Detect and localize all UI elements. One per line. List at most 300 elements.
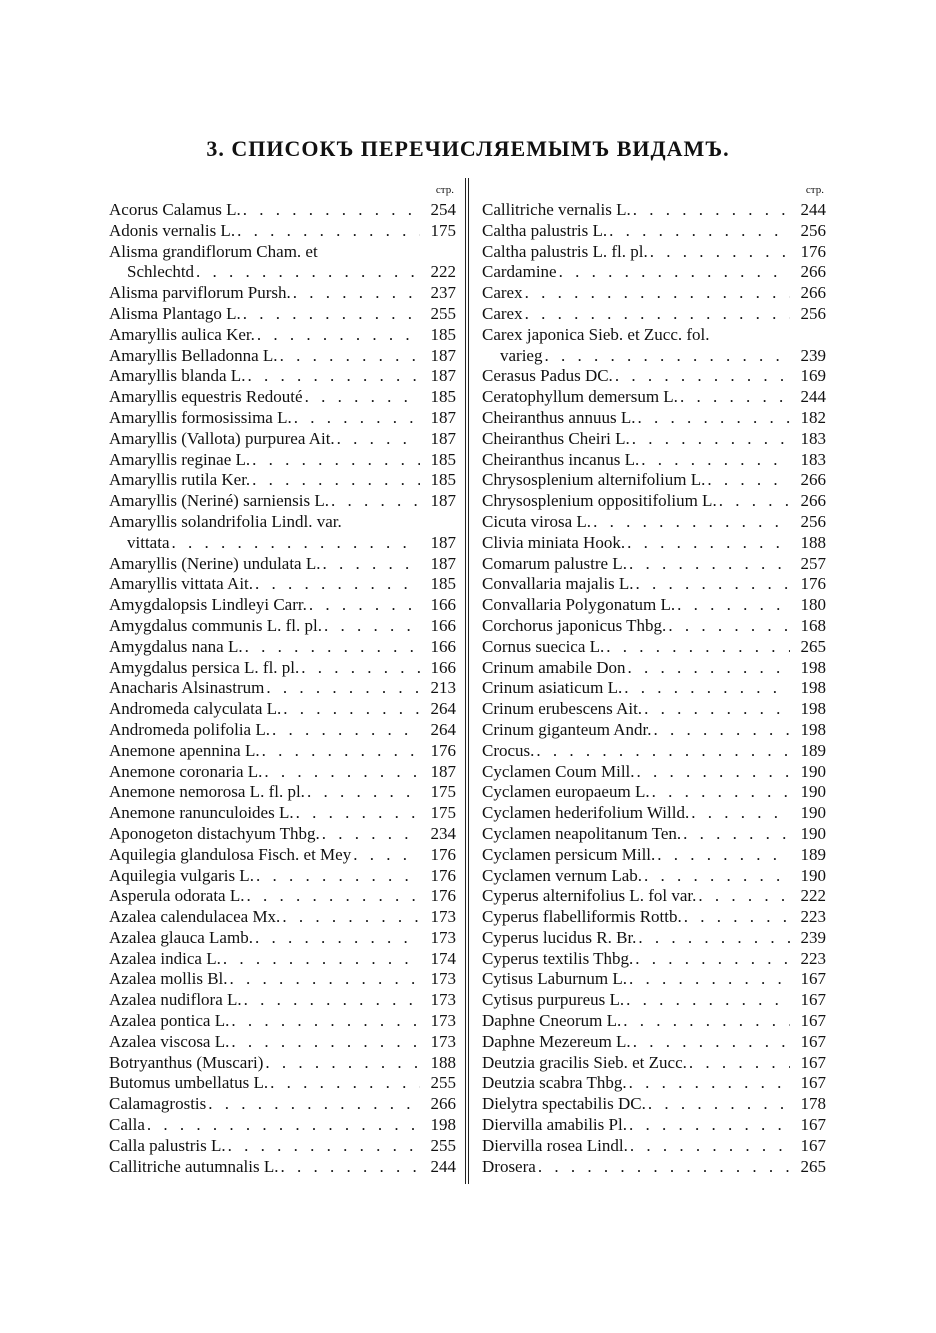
leader-dots	[523, 283, 790, 304]
index-entry	[482, 866, 826, 887]
leader-dots	[634, 574, 790, 595]
index-entry	[109, 990, 456, 1011]
page-number: 167	[800, 990, 826, 1010]
page-number: 188	[800, 532, 826, 552]
leader-dots	[636, 928, 790, 949]
index-entry	[482, 262, 826, 283]
page-number: 176	[430, 844, 456, 864]
leader-dots	[281, 699, 420, 720]
page-number: 255	[430, 1073, 456, 1093]
species-name: Carex	[482, 303, 523, 323]
page-number: 167	[800, 1115, 826, 1135]
index-entry	[482, 554, 826, 575]
index-entry	[109, 491, 456, 512]
page-number: 188	[430, 1052, 456, 1072]
page-number: 265	[800, 1156, 826, 1176]
index-list	[482, 200, 826, 1177]
index-entry	[109, 1157, 456, 1178]
species-name: Adonis vernalis L.	[109, 220, 236, 240]
leader-dots	[280, 907, 420, 928]
page-number: 244	[430, 1156, 456, 1176]
species-name: Cornus suecica L.	[482, 636, 605, 656]
species-name: Cheiranthus annuus L.	[482, 407, 636, 427]
leader-dots	[335, 429, 420, 450]
page-number: 173	[430, 1011, 456, 1031]
index-entry	[109, 616, 456, 637]
index-entry	[109, 262, 456, 283]
species-name: Amaryllis aulica Ker.	[109, 324, 255, 344]
page-title: 3. СПИСОКЪ ПЕРЕЧИСЛЯЕМЫМЪ ВИДАМЪ.	[206, 136, 730, 161]
index-entry	[482, 450, 826, 471]
leader-dots	[264, 678, 420, 699]
leader-dots	[254, 866, 420, 887]
leader-dots	[717, 491, 790, 512]
species-name: Cheiranthus incanus L.	[482, 449, 640, 469]
species-name: Acorus Calamus L.	[109, 200, 241, 219]
species-name: Asperula odorata L.	[109, 886, 245, 906]
index-entry	[109, 408, 456, 429]
species-name: Azalea nudiflora L.	[109, 990, 242, 1010]
species-name: Anemone apennina L.	[109, 740, 260, 760]
species-name: Cytisus purpureus L.	[482, 990, 625, 1010]
species-name: Amaryllis reginae L.	[109, 449, 251, 469]
leader-dots	[604, 637, 790, 658]
page-number: 189	[800, 740, 826, 760]
page-number: 187	[430, 428, 456, 448]
index-entry	[482, 1157, 826, 1178]
index-entry	[482, 1073, 826, 1094]
species-name: Callitriche autumnalis L.	[109, 1156, 279, 1176]
leader-dots	[627, 554, 790, 575]
leader-dots	[241, 304, 420, 325]
page-number: 176	[800, 574, 826, 594]
index-entry	[482, 283, 826, 304]
index-entry	[482, 969, 826, 990]
leader-dots	[635, 762, 790, 783]
index-entry	[482, 470, 826, 491]
leader-dots	[689, 803, 790, 824]
leader-dots	[268, 1073, 420, 1094]
page-number: 183	[800, 449, 826, 469]
leader-dots	[260, 741, 420, 762]
page-number: 185	[430, 449, 456, 469]
index-entry	[109, 637, 456, 658]
leader-dots	[329, 491, 420, 512]
species-name: Amaryllis formosissima L.	[109, 407, 292, 427]
page-number: 213	[430, 678, 456, 698]
species-name: Caltha palustris L.	[482, 220, 608, 240]
page-number: 166	[430, 595, 456, 615]
page-number: 190	[800, 782, 826, 802]
index-entry	[109, 1136, 456, 1157]
index-entry	[482, 242, 826, 263]
species-name: Cyclamen vernum Lab.	[482, 865, 643, 885]
species-name: Daphne Mezereum L.	[482, 1031, 631, 1051]
leader-dots	[253, 574, 420, 595]
leader-dots	[243, 637, 420, 658]
page-number: 175	[430, 803, 456, 823]
index-entry	[482, 595, 826, 616]
species-name: Chrysosplenium alternifolium L.	[482, 470, 706, 490]
species-name: Clivia miniata Hook.	[482, 532, 626, 552]
page-number: 182	[800, 407, 826, 427]
page-number: 239	[800, 345, 826, 365]
leader-dots	[627, 1115, 790, 1136]
page-number: 167	[800, 969, 826, 989]
index-entry	[482, 699, 826, 720]
page-number: 266	[800, 491, 826, 511]
leader-dots	[613, 366, 790, 387]
index-list	[109, 200, 456, 1177]
species-name: Cyclamen europaeum L.	[482, 782, 650, 802]
index-entry	[482, 304, 826, 325]
species-name: Azalea mollis Bl.	[109, 969, 228, 989]
index-entry	[482, 824, 826, 845]
index-entry	[482, 1136, 826, 1157]
page-number: 190	[800, 761, 826, 781]
leader-dots	[351, 845, 420, 866]
page-number: 187	[430, 761, 456, 781]
page-number: 198	[800, 719, 826, 739]
index-entry	[109, 845, 456, 866]
page-number: 180	[800, 595, 826, 615]
index-entry	[482, 907, 826, 928]
leader-dots	[627, 1073, 790, 1094]
page-number: 256	[800, 511, 826, 531]
index-entry	[482, 1011, 826, 1032]
species-name: Cyclamen Coum Mill.	[482, 761, 635, 781]
leader-dots	[627, 969, 790, 990]
species-name: Andromeda calyculata L.	[109, 699, 282, 719]
index-entry	[109, 387, 456, 408]
leader-dots	[270, 720, 420, 741]
species-name: Alisma grandiflorum Cham. et	[109, 241, 318, 261]
species-name: Calla palustris L.	[109, 1135, 226, 1155]
index-entry	[482, 346, 826, 367]
species-name: Andromeda polifolia L.	[109, 719, 270, 739]
leader-dots	[625, 533, 790, 554]
species-name: Azalea pontica L.	[109, 1011, 230, 1031]
index-entry	[482, 512, 826, 533]
leader-dots	[678, 387, 790, 408]
index-entry	[482, 886, 826, 907]
species-name: Cyperus lucidus R. Br.	[482, 927, 637, 947]
species-name: Cyclamen neapolitanum Ten.	[482, 823, 682, 843]
leader-dots	[226, 1136, 420, 1157]
index-entry	[482, 949, 826, 970]
index-entry	[482, 782, 826, 803]
index-entry	[109, 346, 456, 367]
leader-dots	[169, 533, 420, 554]
species-name: Alisma parviflorum Pursh.	[109, 283, 291, 303]
leader-dots	[621, 1011, 790, 1032]
index-entry	[482, 574, 826, 595]
page-number: 256	[800, 220, 826, 240]
species-name: Cytisus Laburnum L.	[482, 969, 627, 989]
page-number: 187	[430, 366, 456, 386]
page-number: 185	[430, 574, 456, 594]
page-number: 187	[430, 345, 456, 365]
page-number: 257	[800, 553, 826, 573]
index-entry	[109, 304, 456, 325]
species-name: Convallaria Polygonatum L.	[482, 595, 676, 615]
species-name: Dielytra spectabilis DC.	[482, 1094, 646, 1114]
leader-dots	[652, 720, 790, 741]
species-name: Diervilla amabilis Pl.	[482, 1115, 627, 1135]
page-number: 256	[800, 303, 826, 323]
species-name: Crinum asiaticum L.	[482, 678, 623, 698]
leader-dots	[250, 470, 420, 491]
index-entry	[109, 1032, 456, 1053]
species-name: Amaryllis (Neriné) sarniensis L.	[109, 491, 329, 511]
page-number: 183	[800, 428, 826, 448]
species-name: Azalea glauca Lamb.	[109, 927, 253, 947]
leader-dots	[291, 283, 420, 304]
index-entry	[482, 1115, 826, 1136]
leader-dots	[682, 907, 790, 928]
index-entry	[109, 907, 456, 928]
species-name: Crinum giganteum Andr.	[482, 719, 652, 739]
page-number: 190	[800, 823, 826, 843]
page-number: 254	[430, 200, 456, 219]
leader-dots	[705, 470, 790, 491]
page-column-header: стр.	[435, 184, 454, 196]
leader-dots	[666, 616, 790, 637]
index-entry	[109, 699, 456, 720]
page-number: 190	[800, 865, 826, 885]
page-number: 185	[430, 470, 456, 490]
index-entry	[109, 969, 456, 990]
leader-dots	[642, 699, 790, 720]
index-entry	[482, 200, 826, 221]
index-entry	[109, 866, 456, 887]
page-number: 167	[800, 1135, 826, 1155]
species-name: Amygdalopsis Lindleyi Carr.	[109, 595, 307, 615]
index-entry	[109, 803, 456, 824]
species-name: Callitriche vernalis L.	[482, 200, 631, 219]
species-name: Cicuta virosa L.	[482, 511, 592, 531]
leader-dots	[292, 408, 420, 429]
index-entry	[482, 1032, 826, 1053]
leader-dots	[650, 782, 790, 803]
index-entry	[482, 928, 826, 949]
leader-dots	[631, 1032, 790, 1053]
index-column-right	[482, 180, 826, 1177]
index-entry	[109, 1011, 456, 1032]
page-number: 169	[800, 366, 826, 386]
page-number: 185	[430, 324, 456, 344]
species-name: Corchorus japonicus Thbg.	[482, 615, 667, 635]
page-number: 176	[430, 740, 456, 760]
leader-dots	[253, 928, 420, 949]
leader-dots	[642, 866, 790, 887]
index-entry	[109, 574, 456, 595]
index-entry	[109, 678, 456, 699]
leader-dots	[278, 346, 420, 367]
leader-dots	[235, 221, 420, 242]
species-name: Calla	[109, 1115, 145, 1135]
index-entry	[482, 429, 826, 450]
leader-dots	[631, 200, 790, 221]
leader-dots	[242, 990, 420, 1011]
page-number: 189	[800, 844, 826, 864]
page-number: 265	[800, 636, 826, 656]
species-name: Azalea calendulacea Mx.	[109, 907, 281, 927]
page-number: 264	[430, 699, 456, 719]
page-number: 198	[800, 678, 826, 698]
leader-dots	[145, 1115, 420, 1136]
page-number: 223	[800, 948, 826, 968]
index-entry	[109, 283, 456, 304]
index-entry	[109, 1073, 456, 1094]
index-entry	[109, 366, 456, 387]
species-name: Amaryllis equestris Redouté	[109, 387, 303, 407]
index-entry	[482, 637, 826, 658]
index-entry	[482, 533, 826, 554]
page-number: 190	[800, 803, 826, 823]
index-entry	[109, 595, 456, 616]
leader-dots	[607, 221, 790, 242]
leader-dots	[294, 803, 420, 824]
species-name: Amaryllis (Nerine) undulata L.	[109, 553, 321, 573]
leader-dots	[229, 1032, 420, 1053]
index-entry	[109, 554, 456, 575]
species-name: Chrysosplenium oppositifolium L.	[482, 491, 717, 511]
species-name: Schlechtd	[127, 262, 195, 282]
page-number: 166	[430, 636, 456, 656]
species-name: Alisma Plantago L.	[109, 303, 241, 323]
leader-dots	[633, 949, 790, 970]
index-entry	[109, 429, 456, 450]
species-name: Anemone nemorosa L. fl. pl.	[109, 782, 305, 802]
page-number: 187	[430, 407, 456, 427]
index-entry	[482, 803, 826, 824]
leader-dots	[626, 658, 790, 679]
page-number: 266	[800, 470, 826, 490]
leader-dots	[591, 512, 790, 533]
page-number: 167	[800, 1011, 826, 1031]
index-entry	[482, 1053, 826, 1074]
species-name: Cyperus alternifolius L. fol var.	[482, 886, 697, 906]
species-name: varieg	[500, 345, 543, 365]
index-entry	[482, 720, 826, 741]
page-number: 167	[800, 1073, 826, 1093]
leader-dots	[322, 616, 420, 637]
page-number: 222	[430, 262, 456, 282]
index-entry	[109, 200, 456, 221]
page-number: 176	[430, 865, 456, 885]
index-entry	[109, 762, 456, 783]
species-name: Anemone coronaria L.	[109, 761, 263, 781]
species-name: Convallaria majalis L.	[482, 574, 634, 594]
column-divider	[465, 178, 469, 1184]
index-entry	[482, 491, 826, 512]
page-number: 222	[800, 886, 826, 906]
species-name: Aquilegia vulgaris L.	[109, 865, 254, 885]
leader-dots	[630, 429, 790, 450]
leader-dots	[221, 949, 420, 970]
leader-dots	[628, 1136, 790, 1157]
page-number: 255	[430, 1135, 456, 1155]
page-number: 198	[800, 657, 826, 677]
leader-dots	[655, 845, 790, 866]
species-name: vittata	[127, 532, 170, 552]
index-entry	[109, 824, 456, 845]
species-name: Cyclamen persicum Mill.	[482, 844, 656, 864]
leader-dots	[681, 824, 790, 845]
leader-dots	[307, 595, 420, 616]
page-number: 166	[430, 615, 456, 635]
species-name: Butomus umbellatus L.	[109, 1073, 269, 1093]
index-entry	[482, 762, 826, 783]
page-number: 237	[430, 283, 456, 303]
index-entry	[109, 221, 456, 242]
page-number: 173	[430, 969, 456, 989]
index-entry	[109, 470, 456, 491]
species-name: Calamagrostis	[109, 1094, 207, 1114]
species-name: Amaryllis vittata Ait.	[109, 574, 254, 594]
index-entry	[109, 512, 456, 533]
species-name: Carex japonica Sieb. et Zucc. fol.	[482, 324, 710, 344]
index-entry	[482, 1094, 826, 1115]
page-column-header: стр.	[805, 184, 824, 196]
page-number: 255	[430, 303, 456, 323]
species-name: Cardamine	[482, 262, 557, 282]
index-entry	[109, 782, 456, 803]
index-entry	[109, 886, 456, 907]
index-entry	[482, 221, 826, 242]
species-name: Deutzia scabra Thbg.	[482, 1073, 627, 1093]
page-number: 173	[430, 990, 456, 1010]
leader-dots	[523, 304, 790, 325]
page-number: 167	[800, 1052, 826, 1072]
leader-dots	[622, 678, 790, 699]
leader-dots	[228, 969, 420, 990]
leader-dots	[262, 762, 420, 783]
species-name: Diervilla rosea Lindl.	[482, 1135, 628, 1155]
leader-dots	[241, 200, 420, 221]
species-name: Amaryllis solandrifolia Lindl. var.	[109, 511, 342, 531]
leader-dots	[245, 366, 420, 387]
index-entry	[482, 366, 826, 387]
species-name: Botryanthus (Muscari)	[109, 1052, 264, 1072]
index-entry	[482, 325, 826, 346]
index-entry	[482, 845, 826, 866]
page-number: 185	[430, 387, 456, 407]
leader-dots	[646, 1094, 790, 1115]
leader-dots	[557, 262, 790, 283]
leader-dots	[206, 1094, 420, 1115]
page-number: 175	[430, 782, 456, 802]
species-name: Drosera	[482, 1156, 536, 1176]
page-number: 266	[800, 283, 826, 303]
leader-dots	[279, 1157, 421, 1178]
page-number: 198	[800, 699, 826, 719]
leader-dots	[536, 1157, 790, 1178]
species-name: Anacharis Alsinastrum	[109, 678, 265, 698]
species-name: Deutzia gracilis Sieb. et Zucc.	[482, 1052, 687, 1072]
leader-dots	[194, 262, 420, 283]
page-number: 176	[430, 886, 456, 906]
page-number: 173	[430, 1031, 456, 1051]
page-number: 168	[800, 615, 826, 635]
page-number: 198	[430, 1115, 456, 1135]
page-number: 244	[800, 387, 826, 407]
page-number: 167	[800, 1031, 826, 1051]
page-number: 234	[430, 823, 456, 843]
leader-dots	[635, 408, 790, 429]
page-number: 166	[430, 657, 456, 677]
